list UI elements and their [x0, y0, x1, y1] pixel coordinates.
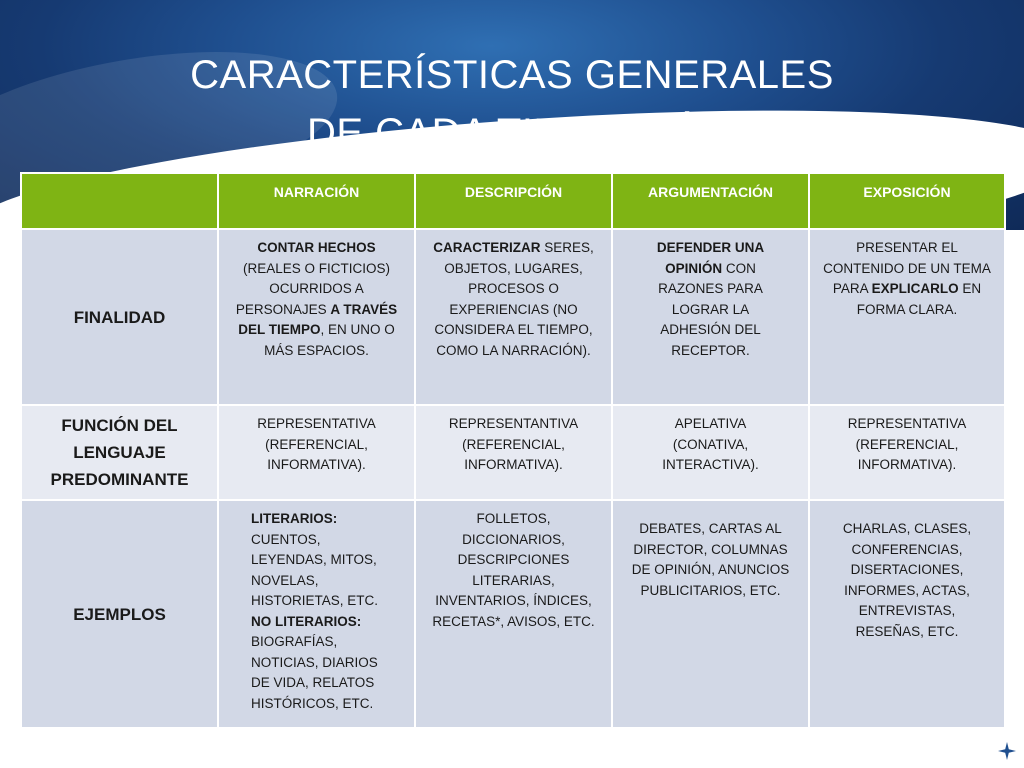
cell-ejemplos-narracion: LITERARIOS: CUENTOS, LEYENDAS, MITOS, NOVELAS, HISTORIETAS, ETC. NO LITERARIOS: BIOGRAFÍAS, NOTICIAS, DIARIOS DE VIDA, RELATOS HISTÓRICOS, ETC. [218, 500, 415, 728]
row-label-funcion: FUNCIÓN DEL LENGUAJE PREDOMINANTE [21, 405, 218, 500]
slide-title [0, 46, 1024, 162]
header-argumentacion: ARGUMENTACIÓN [612, 173, 809, 229]
cell-finalidad-argumentacion: DEFENDER UNA OPINIÓN CON RAZONES PARA LOGRAR LA ADHESIÓN DEL RECEPTOR. [612, 229, 809, 405]
cell-funcion-narracion: REPRESENTATIVA (REFERENCIAL, INFORMATIVA). [218, 405, 415, 500]
header-empty [21, 173, 218, 229]
cell-funcion-descripcion: REPRESENTANTIVA (REFERENCIAL, INFORMATIVA). [415, 405, 612, 500]
title-line-2: DE CADA TIPOLOGÍA [306, 111, 718, 155]
table-header-row [21, 173, 1005, 229]
cell-funcion-argumentacion: APELATIVA (CONATIVA, INTERACTIVA). [612, 405, 809, 500]
cell-funcion-exposicion: REPRESENTATIVA (REFERENCIAL, INFORMATIVA). [809, 405, 1005, 500]
row-label-finalidad: FINALIDAD [21, 229, 218, 405]
table-row [21, 405, 1005, 500]
header-exposicion: EXPOSICIÓN [809, 173, 1005, 229]
typology-table [20, 172, 1006, 729]
cell-ejemplos-descripcion: FOLLETOS, DICCIONARIOS, DESCRIPCIONES LITERARIAS, INVENTARIOS, ÍNDICES, RECETAS*, AVISOS, ETC. [415, 500, 612, 728]
row-label-ejemplos: EJEMPLOS [21, 500, 218, 728]
cell-finalidad-exposicion: PRESENTAR EL CONTENIDO DE UN TEMA PARA EXPLICARLO EN FORMA CLARA. [809, 229, 1005, 405]
star-icon [998, 742, 1016, 760]
cell-ejemplos-exposicion: CHARLAS, CLASES, CONFERENCIAS, DISERTACIONES, INFORMES, ACTAS, ENTREVISTAS, RESEÑAS, ETC. [809, 500, 1005, 728]
header-descripcion: DESCRIPCIÓN [415, 173, 612, 229]
cell-finalidad-descripcion: CARACTERIZAR SERES, OBJETOS, LUGARES, PROCESOS O EXPERIENCIAS (NO CONSIDERA EL TIEMPO, COMO LA NARRACIÓN). [415, 229, 612, 405]
table-row [21, 500, 1005, 728]
table-row [21, 229, 1005, 405]
header-narracion: NARRACIÓN [218, 173, 415, 229]
cell-finalidad-narracion: CONTAR HECHOS (REALES O FICTICIOS) OCURRIDOS A PERSONAJES A TRAVÉS DEL TIEMPO, EN UNO O MÁS ESPACIOS. [218, 229, 415, 405]
cell-ejemplos-argumentacion: DEBATES, CARTAS AL DIRECTOR, COLUMNAS DE OPINIÓN, ANUNCIOS PUBLICITARIOS, ETC. [612, 500, 809, 728]
title-line-1: CARACTERÍSTICAS GENERALES [190, 53, 834, 97]
